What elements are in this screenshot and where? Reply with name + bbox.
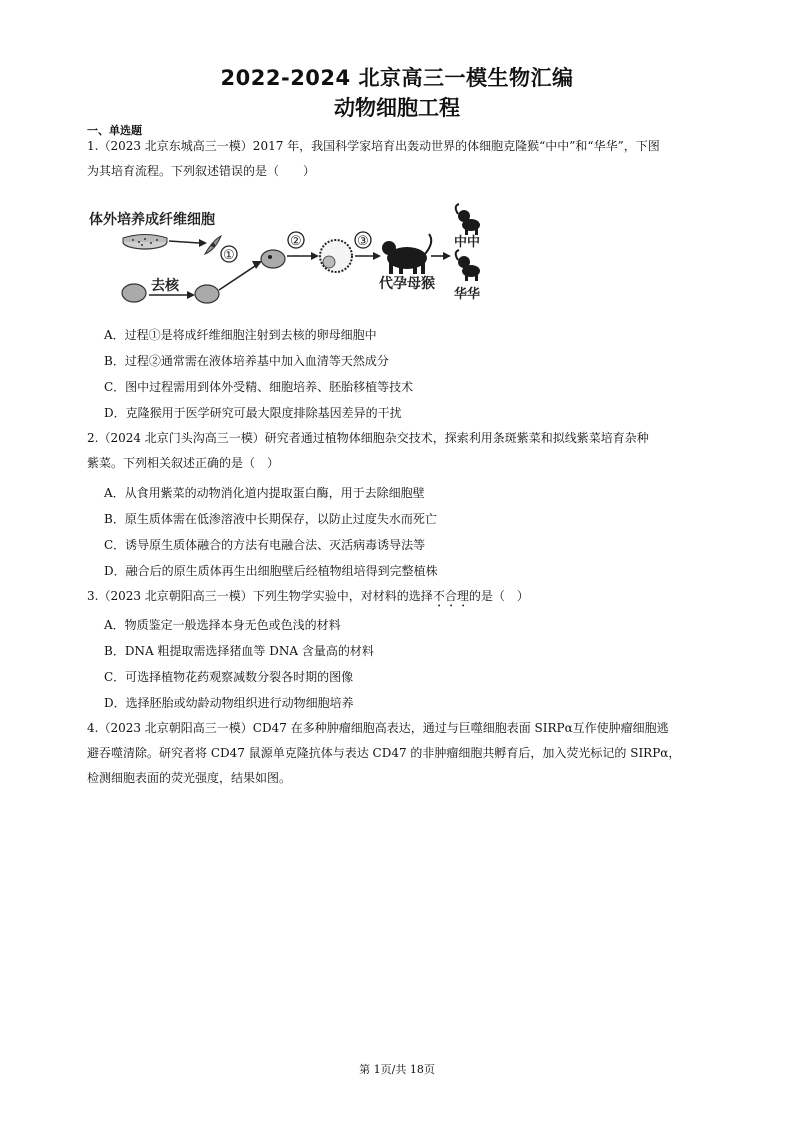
question-3-text: 3.（2023 北京朝阳高三一模）下列生物学实验中，对材料的选择: [87, 589, 433, 603]
question-1-line2: 为其培育流程。下列叙述错误的是（ ）: [87, 164, 316, 178]
q1-option-c: C．图中过程需用到体外受精、细胞培养、胚胎移植等技术: [104, 380, 414, 394]
offspring-monkey-2-icon: [456, 250, 480, 281]
doc-title: 2022-2024 北京高三一模生物汇编: [220, 66, 574, 90]
q1-option-b: B．过程②通常需在液体培养基中加入血清等天然成分: [104, 354, 389, 368]
figure-label-culture: 体外培养成纤维细胞: [89, 212, 215, 228]
question-4-line1: 4.（2023 北京朝阳高三一模）CD47 在多种肿瘤细胞高表达，通过与巨噬细胞表面 SIRPα互作使肿瘤细胞逃: [87, 721, 669, 735]
question-4-line2: 避吞噬清除。研究者将 CD47 鼠源单克隆抗体与表达 CD47 的非肿瘤细胞共孵育后，加入荧光标记的 SIRPα，: [87, 746, 681, 760]
q2-option-d: D．融合后的原生质体再生出细胞壁后经植物组培得到完整植株: [104, 564, 438, 578]
q2-option-c: C．诱导原生质体融合的方法有电融合法、灭活病毒诱导法等: [104, 538, 426, 552]
q3-option-a: A．物质鉴定一般选择本身无色或色浅的材料: [104, 618, 341, 632]
petri-dish-icon: [123, 235, 167, 250]
blastocyst-icon: [320, 240, 352, 272]
offspring-monkey-1-icon: [456, 204, 480, 235]
step-2-label: ②: [290, 234, 302, 249]
doc-subtitle: 动物细胞工程: [334, 96, 460, 120]
section-heading: 一、单选题: [87, 124, 142, 137]
surrogate-monkey-icon: [382, 234, 431, 274]
q1-option-d: D．克隆猴用于医学研究可最大限度排除基因差异的干扰: [104, 406, 402, 420]
q2-option-a: A．从食用紫菜的动物消化道内提取蛋白酶，用于去除细胞壁: [104, 486, 425, 500]
offspring-name-1: 中中: [454, 235, 481, 250]
figure-label-surrogate: 代孕母猴: [379, 276, 435, 292]
question-4-stem: [87, 716, 709, 791]
step-1-label: ①: [223, 248, 235, 263]
question-3-emphasis: 不合理: [432, 589, 469, 603]
question-2-line1: 2.（2024 北京门头沟高三一模）研究者通过植物体细胞杂交技术，探索利用条斑紫菜和拟线紫菜培育杂种: [87, 431, 649, 445]
q3-option-d: D．选择胚胎或幼龄动物组织进行动物细胞培养: [104, 696, 354, 710]
q3-option-b: B．DNA 粗提取需选择猪血等 DNA 含量高的材料: [104, 644, 374, 658]
q3-option-c: C．可选择植物花药观察减数分裂各时期的图像: [104, 670, 354, 684]
question-3-stem: [87, 584, 709, 610]
question-2-stem: [87, 426, 709, 476]
q1-option-a: A．过程①是将成纤维细胞注射到去核的卵母细胞中: [104, 328, 377, 342]
question-2-line2: 紫菜。下列相关叙述正确的是（ ）: [87, 456, 280, 470]
cloning-flow-figure: [87, 198, 497, 310]
q2-option-b: B．原生质体需在低渗溶液中长期保存，以防止过度失水而死亡: [104, 512, 437, 526]
oocyte-icon: [122, 284, 146, 302]
enucleated-oocyte-icon: [195, 285, 219, 303]
page-footer: 第 1页/共 18页: [359, 1063, 435, 1076]
offspring-name-2: 华华: [454, 287, 481, 302]
question-1-line1: 1.（2023 北京东城高三一模）2017 年，我国科学家培育出轰动世界的体细胞克隆猴“中中”和“华华”，下图: [87, 139, 660, 153]
reconstructed-embryo-icon: [261, 250, 285, 268]
question-1-stem: [87, 134, 709, 184]
question-4-line3: 检测细胞表面的荧光强度，结果如图。: [87, 771, 292, 785]
step-3-label: ③: [357, 234, 369, 249]
figure-label-enucleate: 去核: [151, 278, 179, 294]
question-3-suffix: 的是（ ）: [468, 589, 529, 603]
fibroblast-icon: [205, 236, 221, 254]
